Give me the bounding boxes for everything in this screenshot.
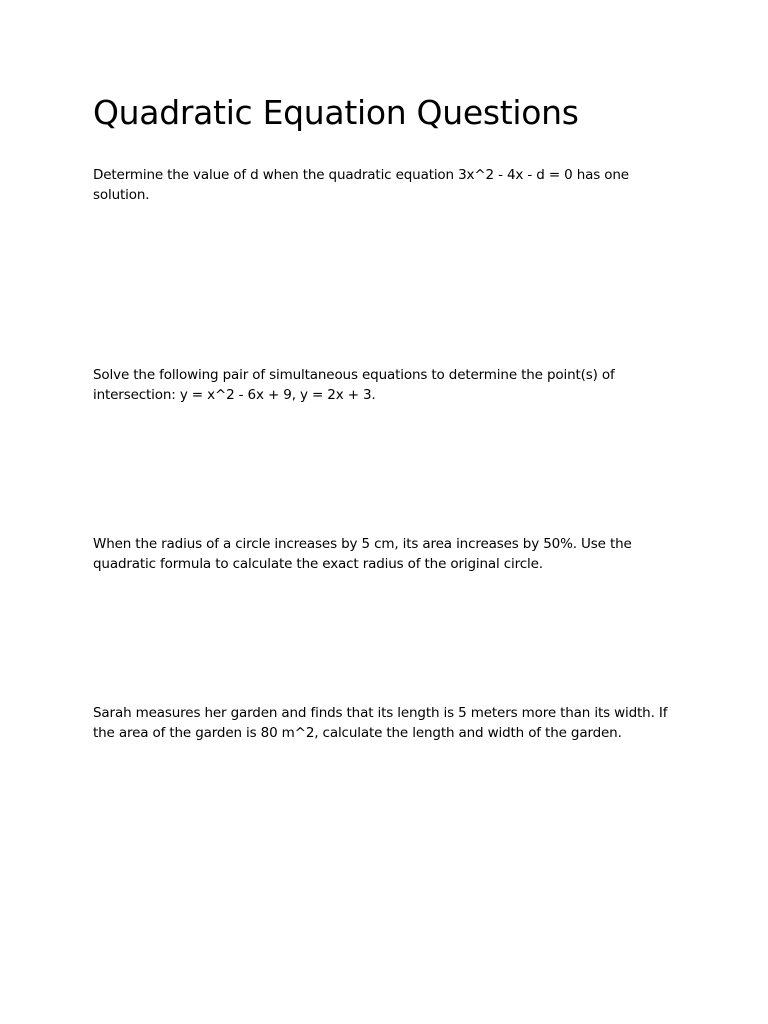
question-4: Sarah measures her garden and finds that its length is 5 meters more than its width. If the area of the garden is 80 m^2, calculate the length and width of the garden. xyxy=(93,705,668,741)
question-2: Solve the following pair of simultaneous equations to determine the point(s) of intersection: y = x^2 - 6x + 9, y = 2x + 3. xyxy=(93,367,615,403)
page-title: Quadratic Equation Questions xyxy=(93,93,579,132)
question-3: When the radius of a circle increases by 5 cm, its area increases by 50%. Use the quadratic formula to calculate the exact radius of the original circle. xyxy=(93,536,632,572)
question-1: Determine the value of d when the quadratic equation 3x^2 - 4x - d = 0 has one solution. xyxy=(93,167,629,203)
